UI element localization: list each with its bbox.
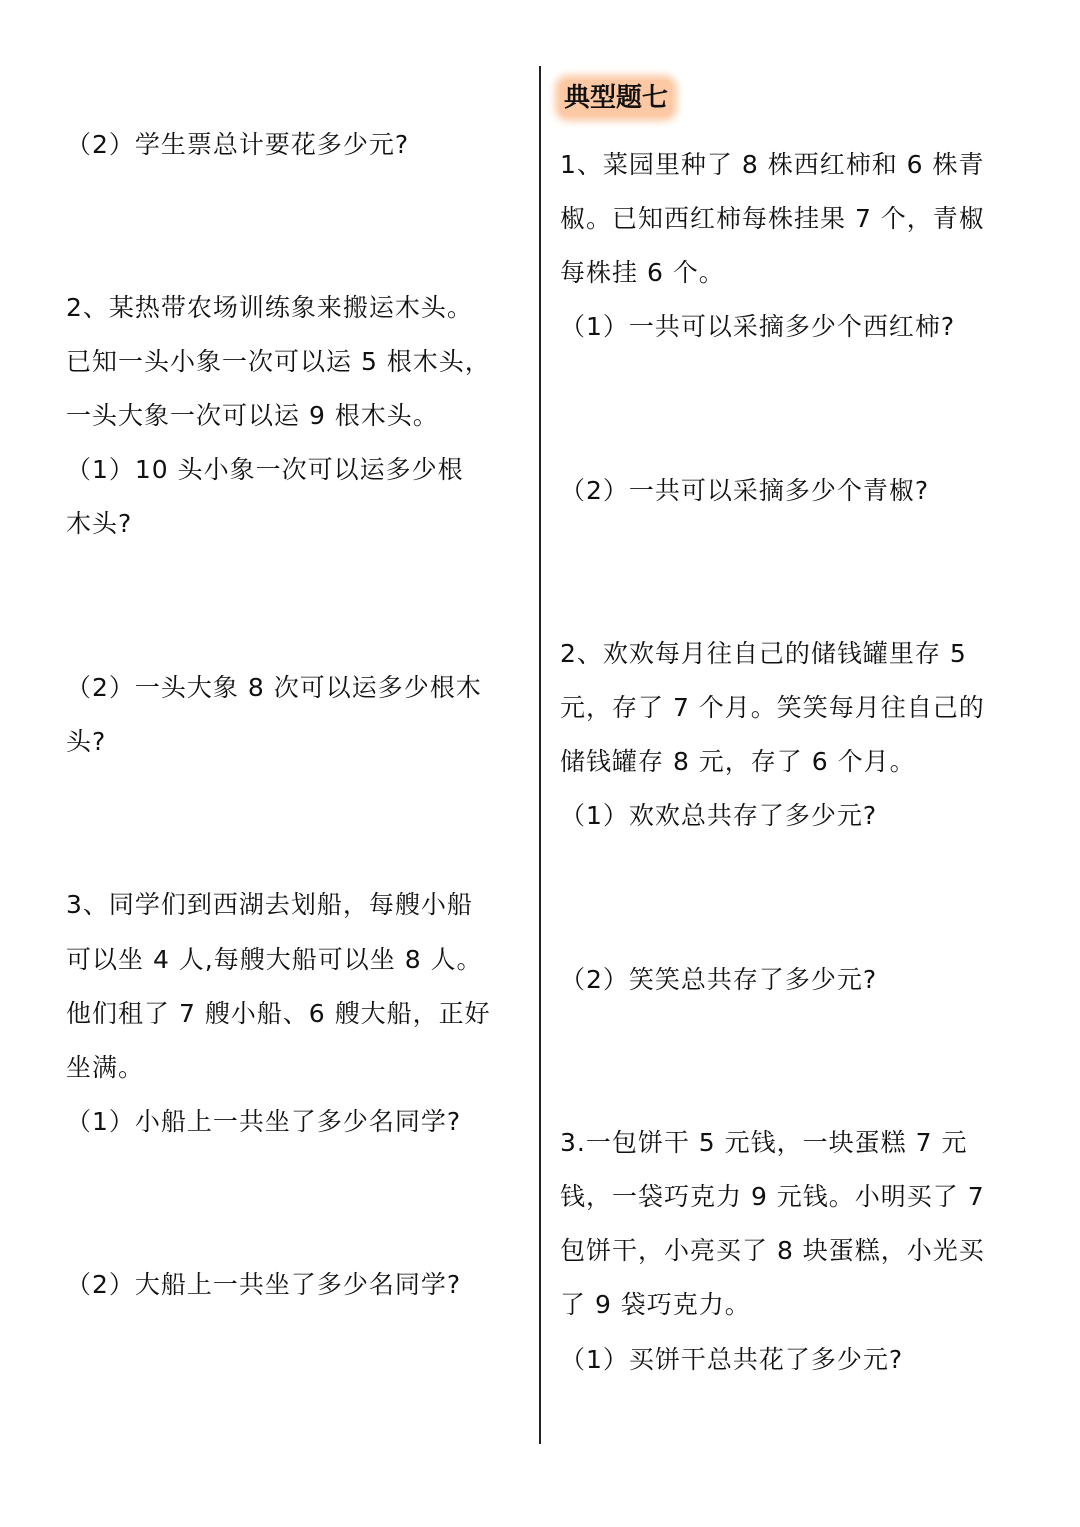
text-line: 头? [66, 727, 107, 756]
text-line: （2）一头大象 8 次可以运多少根木 [66, 673, 482, 702]
text-line: 1、菜园里种了 8 株西红柿和 6 株青 [560, 150, 985, 179]
text-line: 了 9 袋巧克力。 [560, 1290, 751, 1319]
text-line: （1）小船上一共坐了多少名同学? [66, 1107, 462, 1136]
text-line: （2）学生票总计要花多少元? [66, 130, 410, 159]
text-line: 2、欢欢每月往自己的储钱罐里存 5 [560, 639, 967, 668]
column-divider [539, 66, 541, 1444]
text-line: 坐满。 [66, 1053, 145, 1082]
text-line: 钱，一袋巧克力 9 元钱。小明买了 7 [560, 1182, 985, 1211]
text-line: （1）买饼干总共花了多少元? [560, 1345, 904, 1374]
text-line: 他们租了 7 艘小船、6 艘大船，正好 [66, 999, 491, 1028]
text-line: 一头大象一次可以运 9 根木头。 [66, 401, 439, 430]
text-line: （2）一共可以采摘多少个青椒? [560, 476, 930, 505]
text-line: （1）一共可以采摘多少个西红柿? [560, 312, 956, 341]
text-line: 每株挂 6 个。 [560, 258, 725, 287]
text-line: （2）笑笑总共存了多少元? [560, 965, 878, 994]
text-line: 已知一头小象一次可以运 5 根木头， [66, 347, 491, 376]
text-line: 木头? [66, 509, 133, 538]
text-line: （1）10 头小象一次可以运多少根 [66, 455, 464, 484]
text-line: 椒。已知西红柿每株挂果 7 个，青椒 [560, 204, 985, 233]
text-line: 2、某热带农场训练象来搬运木头。 [66, 293, 473, 322]
text-line: 3.一包饼干 5 元钱，一块蛋糕 7 元 [560, 1128, 968, 1157]
text-line: （2）大船上一共坐了多少名同学? [66, 1270, 462, 1299]
text-line: 可以坐 4 人,每艘大船可以坐 8 人。 [66, 945, 483, 974]
text-line: 3、同学们到西湖去划船，每艘小船 [66, 890, 473, 919]
text-line: （1）欢欢总共存了多少元? [560, 801, 878, 830]
text-line: 包饼干，小亮买了 8 块蛋糕，小光买 [560, 1236, 985, 1265]
text-line: 储钱罐存 8 元，存了 6 个月。 [560, 747, 916, 776]
section-heading: 典型题七 [560, 80, 672, 116]
text-line: 元，存了 7 个月。笑笑每月往自己的 [560, 693, 985, 722]
